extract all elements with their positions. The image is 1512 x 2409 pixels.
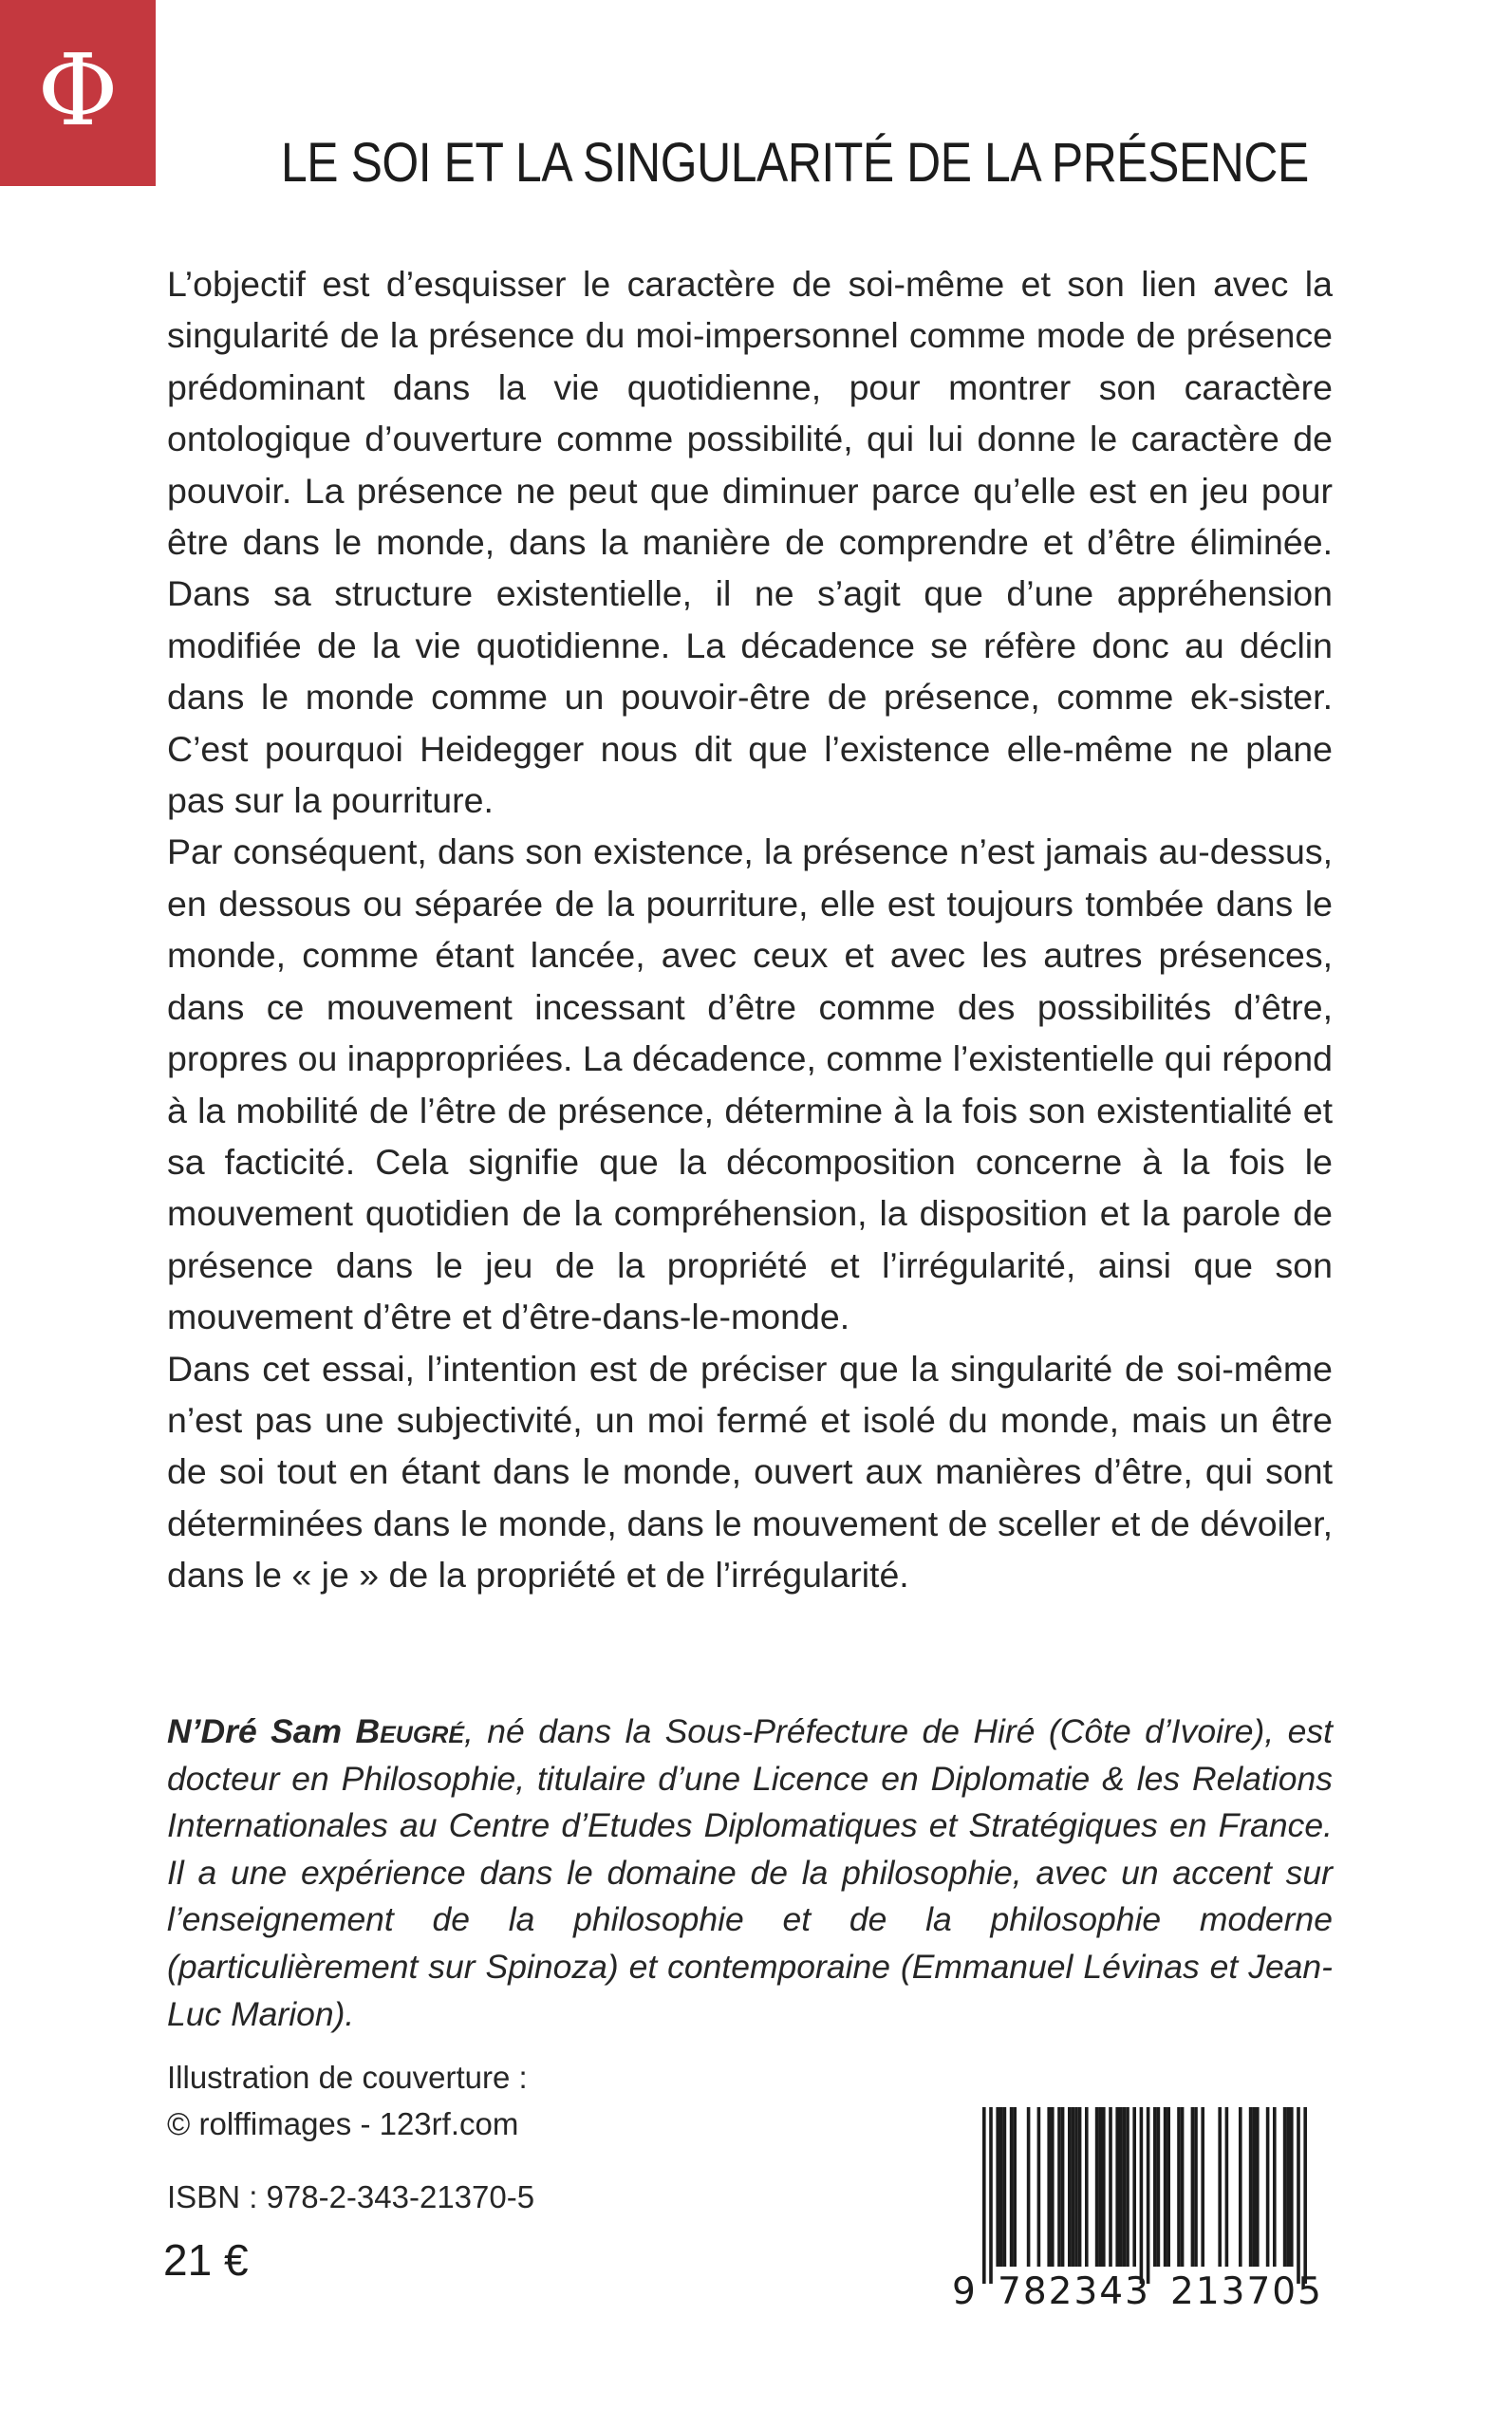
barcode-bar — [1252, 2107, 1256, 2267]
barcode-bar — [1140, 2107, 1144, 2284]
barcode-bar — [1010, 2107, 1014, 2267]
barcode-bar — [1037, 2107, 1041, 2267]
barcode-bar — [1068, 2107, 1072, 2267]
barcode — [952, 2101, 1335, 2314]
summary-paragraph-2: Par conséquent, dans son existence, la présence n’est jamais au-dessus, en dessous ou séparée de la pourriture, elle est toujours tombée dans le monde, comme étant lancée, avec ceux et avec les autres présences, dans ce mouvement incessant d’être comme des possibilités d’être, propres ou inappropriées. La décadence, comme l’existentielle qui répond à la mobilité de l’être de présence, détermine à la fois son existentialité et sa facticité. Cela signifie que la décomposition concerne à la fois le mouvement quotidien de la compréhension, la disposition et la parole de présence dans le jeu de la propriété et l’irrégularité, ainsi que son mouvement d’être et d’être-dans-le-monde. — [167, 831, 1333, 1337]
barcode-bar — [982, 2107, 986, 2284]
barcode-bar — [1027, 2107, 1031, 2267]
barcode-bar — [1256, 2107, 1260, 2267]
publisher-logo — [0, 0, 156, 186]
barcode-bar — [1102, 2107, 1106, 2267]
barcode-bar — [1239, 2107, 1242, 2267]
price: 21 € — [163, 2235, 249, 2285]
phi-logo-icon: Φ — [37, 32, 119, 148]
barcode-bar — [1167, 2107, 1170, 2267]
barcode-bar — [1061, 2107, 1065, 2267]
barcode-bar — [1249, 2107, 1253, 2267]
book-title: LE SOI ET LA SINGULARITÉ DE LA PRÉSENCE — [281, 132, 1309, 194]
cover-credit-source: © rolffimages - 123rf.com — [167, 2106, 519, 2141]
cover-credit-label: Illustration de couverture : — [167, 2060, 528, 2095]
isbn: ISBN : 978-2-343-21370-5 — [167, 2179, 535, 2214]
barcode-bar — [1157, 2107, 1161, 2267]
barcode-bar — [1153, 2107, 1157, 2267]
barcode-left-group: 782343 — [998, 2270, 1150, 2313]
summary-paragraph-3: Dans cet essai, l’intention est de préciser que la singularité de soi-même n’est pas une subjectivité, un moi fermé et isolé du monde, mais un être de soi tout en étant dans le monde, ouvert aux manières d’être, qui sont déterminées dans le monde, dans le mouvement de sceller et de dévoiler, dans le « je » de la propriété et de l’irrégularité. — [167, 1348, 1333, 1596]
barcode-bar — [1297, 2107, 1300, 2284]
barcode-bar — [996, 2107, 999, 2267]
barcode-bar — [1286, 2107, 1290, 2267]
barcode-bar — [1218, 2107, 1222, 2267]
cover-credits — [167, 2054, 528, 2147]
barcode-bar — [1078, 2107, 1082, 2267]
barcode-bar — [1290, 2107, 1294, 2267]
author-first-name: N’Dré Sam — [167, 1712, 343, 1750]
author-bio — [167, 1709, 1333, 2038]
barcode-bar — [1095, 2107, 1099, 2267]
barcode-bar — [1115, 2107, 1119, 2267]
barcode-bar — [1201, 2107, 1204, 2267]
barcode-bar — [1147, 2107, 1150, 2284]
barcode-bar — [1051, 2107, 1055, 2267]
barcode-bar — [1191, 2107, 1195, 2267]
barcode-right-group: 213705 — [1170, 2270, 1323, 2313]
author-surname: Beugré — [355, 1712, 465, 1750]
barcode-bar — [1047, 2107, 1051, 2267]
barcode-bar — [1273, 2107, 1277, 2267]
summary-paragraph-1: L’objectif est d’esquisser le caractère de soi-même et son lien avec la singularité de la présence du moi-impersonnel comme mode de présence prédominant dans la vie quotidienne, pour montrer son caractère ontologique d’ouverture comme possibilité, qui lui donne le caractère de pouvoir. La présence ne peut que diminuer parce qu’elle est en jeu pour être dans le monde, dans la manière de comprendre et d’être éliminée. Dans sa structure existentielle, il ne s’agit que d’une appréhension modifiée de la vie quotidienne. La décadence se réfère donc au déclin dans le monde comme un pouvoir-être de présence, comme ek-sister. C’est pourquoi Heidegger nous dit que l’existence elle-même ne plane pas sur la pourriture. — [167, 264, 1333, 821]
barcode-bar — [1072, 2107, 1075, 2267]
barcode-bar — [1126, 2107, 1129, 2267]
barcode-bar — [1123, 2107, 1127, 2267]
book-summary — [167, 258, 1333, 1601]
barcode-bar — [1085, 2107, 1089, 2267]
barcode-bar — [1098, 2107, 1102, 2267]
barcode-bar — [1119, 2107, 1123, 2267]
barcode-bar — [1132, 2107, 1136, 2267]
barcode-bar — [1266, 2107, 1270, 2267]
barcode-bar — [1194, 2107, 1198, 2267]
barcode-first-digit: 9 — [952, 2270, 976, 2313]
barcode-bar — [1074, 2107, 1078, 2267]
barcode-bar — [1057, 2107, 1061, 2267]
barcode-bar — [1109, 2107, 1112, 2267]
barcode-bar — [1303, 2107, 1307, 2284]
barcode-bar — [1177, 2107, 1181, 2267]
barcode-bar — [1003, 2107, 1007, 2267]
author-bio-text: , né dans la Sous-Préfecture de Hiré (Côte d’Ivoire), est docteur en Philosophie, titulaire d’une Licence en Diplomatie & les Relations Internationales au Centre d’Etudes Diplomatiques et Stratégiques en France. Il a une expérience dans le domaine de la philosophie, avec un accent sur l’enseignement de la philosophie et de la philosophie moderne (particulièrement sur Spinoza) et contemporaine (Emmanuel Lévinas et Jean-Luc Marion). — [167, 1712, 1333, 2033]
barcode-bar — [989, 2107, 993, 2284]
barcode-bar — [1225, 2107, 1229, 2267]
barcode-bar — [1013, 2107, 1017, 2267]
barcode-bar — [999, 2107, 1003, 2267]
barcode-bar — [1164, 2107, 1167, 2267]
barcode-bar — [1283, 2107, 1287, 2267]
barcode-bar — [1181, 2107, 1185, 2267]
